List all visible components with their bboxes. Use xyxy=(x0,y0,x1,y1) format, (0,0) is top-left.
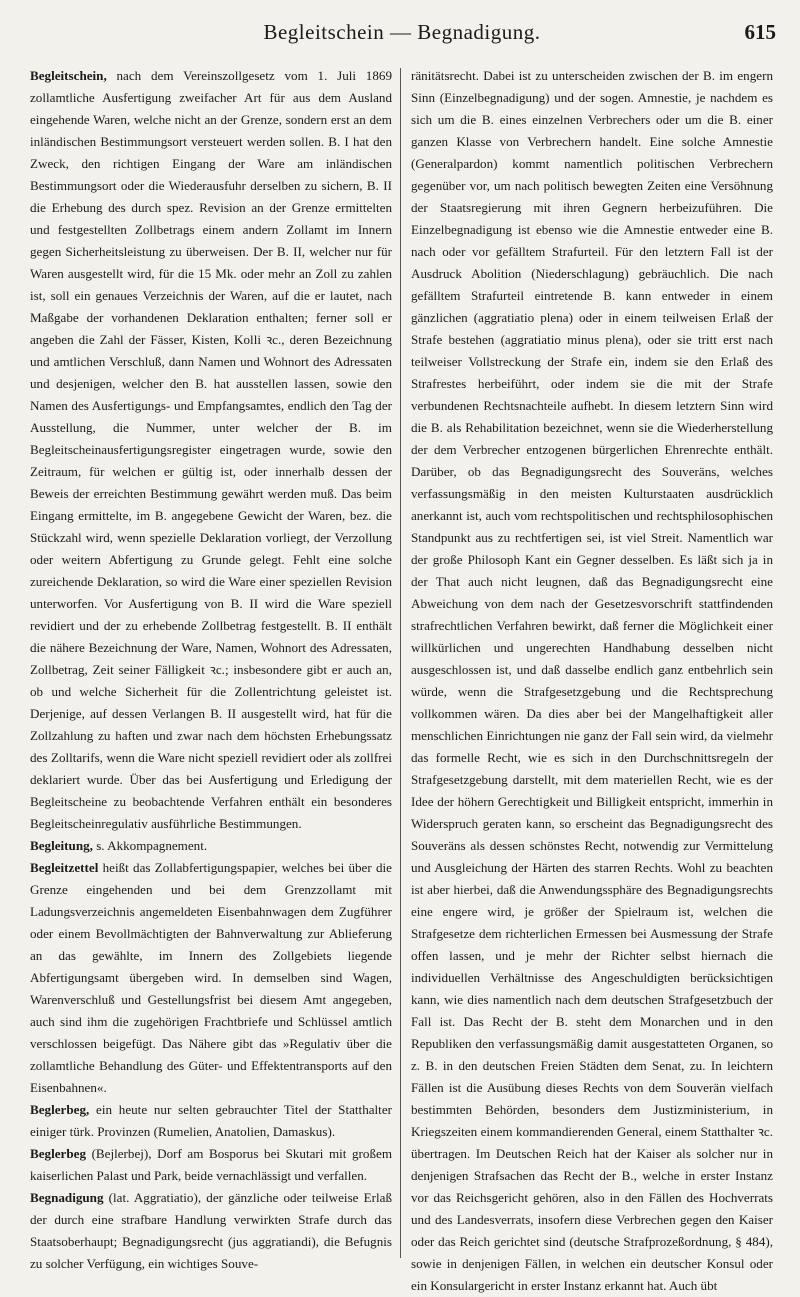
dictionary-entry xyxy=(30,1143,392,1187)
entry-headword: Beglerbeg xyxy=(30,1146,86,1161)
entry-headword: Beglerbeg, xyxy=(30,1102,90,1117)
dictionary-entry xyxy=(30,1187,392,1275)
running-head: Begleitschein — Begnadigung. xyxy=(263,20,541,44)
entry-headword: Begleitung, xyxy=(30,838,93,853)
entry-text: (Bejlerbej), Dorf am Bosporus bei Skutari mit großem kaiserlichen Palast und Park, beide vernachlässigt und verfallen. xyxy=(30,1146,392,1183)
entry-headword: Begleitzettel xyxy=(30,860,99,875)
entry-text: nach dem Vereinszollgesetz vom 1. Juli 1869 zollamtliche Ausfertigung zweifacher Art für aus dem Ausland eingehende Waren, welche nicht an der Grenze, sondern erst an dem inländischen Bestimmungsort versteuert werden sollen. B. I hat den Zweck, den richtigen Eingang der Ware am inländischen Bestimmungsort oder die Wiederausfuhr derselben zu sichern, B. II die Erhebung des durch spez. Revision an der Grenze ermittelten und festgestellten Zollbetrags einem andern Zollamt im Innern gegen Sicherheitsleistung zu überweisen. Der B. II, welcher nur für Waren ausgestellt wird, für die 15 Mk. oder mehr an Zoll zu zahlen ist, soll ein genaues Verzeichnis der Waren, auf die er lautet, nach Maßgabe der vorhandenen Deklaration enthalten; ferner soll er angeben die Zahl der Fässer, Kisten, Kolli ꝛc., deren Bezeichnung und amtlichen Verschluß, dann Namen und Wohnort des Adressaten und desjenigen, welcher den B. hat ausstellen lassen, sowie den Namen des Ausfertigungs- und Empfangsamtes, endlich den Tag der Ausstellung, die Nummer, unter welcher der B. im Begleitscheinausfertigungsregister eingetragen wurde, sowie den Zeitraum, für welchen er gültig ist, oder innerhalb dessen der Beweis der erreichten Bestimmung gewährt werden muß. Das beim Eingang ermittelte, im B. angegebene Gewicht der Waren, bez. die Stückzahl wird, wenn spezielle Deklaration vorliegt, der Verzollung oder weitern Abfertigung zu Grunde gelegt. Fehlt eine solche zureichende Deklaration, so wird die Ware einer speziellen Revision unterworfen. Vor Ausfertigung von B. II wird die Ware speziell revidiert und der zu erhebende Zollbetrag festgestellt. B. II enthält die nähere Bezeichnung der Ware, Namen, Wohnort des Adressaten, Zollbetrag, Zeit seiner Fälligkeit ꝛc.; insbesondere gibt er auch an, ob und welche Sicherheit für die Zollentrichtung geleistet ist. Derjenige, auf dessen Verlangen B. II ausgestellt wird, hat für die Zollzahlung zu haften und zwar nach dem höchsten Erhebungssatz des Zolltarifs, wenn die Ware nicht speziell revidiert oder als zollfrei deklariert wurde. Über das bei Ausfertigung und Erledigung der Begleitscheine zu beobachtende Verfahren enthält ein besonderes Begleitscheinregulativ ausführliche Bestimmungen. xyxy=(30,68,392,831)
dictionary-entry xyxy=(30,835,392,857)
dictionary-entry xyxy=(30,65,392,835)
right-column xyxy=(411,65,773,1293)
column-divider xyxy=(400,68,401,1258)
entry-headword: Begleitschein, xyxy=(30,68,107,83)
entry-text: (lat. Aggratiatio), der gänzliche oder teilweise Erlaß der durch eine strafbare Handlung verwirkten Strafe durch das Staatsoberhaupt; Begnadigungsrecht (jus aggratiandi), die Befugnis zu solcher Verfügung, ein wichtiges Souve- xyxy=(30,1190,392,1271)
left-column xyxy=(30,65,392,1271)
page-number: 615 xyxy=(744,20,776,44)
entry-text: ein heute nur selten gebrauchter Titel der Statthalter einiger türk. Provinzen (Rumelien, Anatolien, Damaskus). xyxy=(30,1102,392,1139)
entry-headword: Begnadigung xyxy=(30,1190,104,1205)
dictionary-entry xyxy=(30,1099,392,1143)
page-header xyxy=(28,20,776,54)
entry-text: heißt das Zollabfertigungspapier, welches bei über die Grenze eingehenden und bei dem Grenzzollamt mit Ladungsverzeichnis angemeldeten Eisenbahnwagen dem Zugführer oder einem Bevollmächtigten der Bahnverwaltung zur Ablieferung an das gewählte, im Innern des Zollgebiets liegende Abfertigungsamt übergeben wird. In demselben sind Wagen, Warenverschluß und Gestellungsfrist bei diesem Amt angegeben, auch sind ihm die zugehörigen Frachtbriefe und Schlüssel amtlich verschlossen beigefügt. Das Nähere gibt das »Regulativ über die zollamtliche Behandlung des Güter- und Effektentransports auf den Eisenbahnen«. xyxy=(30,860,392,1095)
entry-text: ränitätsrecht. Dabei ist zu unterscheiden zwischen der B. im engern Sinn (Einzelbegnadigung) und der sogen. Amnestie, je nachdem es sich um die B. eines einzelnen Verbrechers oder um die B. einer ganzen Klasse von Verbrechern handelt. Eine solche Amnestie (Generalpardon) kommt namentlich politischen Verbrechern gegenüber vor, um nach politisch bewegten Zeiten eine Versöhnung der Staatsregierung mit ihren Gegnern herbeizuführen. Die Einzelbegnadigung ist ebenso wie die Amnestie entweder eine B. nach oder vor gefälltem Strafurteil. Für den letztern Fall ist der Ausdruck Abolition (Niederschlagung) gebräuchlich. Die nach gefälltem Strafurteil eintretende B. kann entweder in einem gänzlichen (aggratiatio plena) oder in einem teilweisen Erlaß der Strafe bestehen (aggratiatio minus plena), oder sie tritt erst nach teilweiser Vollstreckung der Strafe ein, indem sie den Erlaß des Strafrestes herbeiführt, oder indem sie die mit der Strafe verbundenen Rechtsnachteile aufhebt. In diesem letztern Sinn wird die B. als Rehabilitation bezeichnet, wenn sie die Wiederherstellung der dem Verbrecher entzogenen bürgerlichen Ehrenrechte enthält. Darüber, ob das Begnadigungsrecht des Souveräns, welches verfassungsmäßig in den meisten Kulturstaaten ausdrücklich anerkannt ist, auch vom rechtspolitischen und rechtsphilosophischen Standpunkt aus zu rechtfertigen sei, ist viel Streit. Namentlich war der große Philosoph Kant ein Gegner desselben. Es läßt sich ja in der That auch nicht leugnen, daß das Begnadigungsrecht eine Abweichung von dem nach der Gesetzesvorschrift stattfindenden strafrechtlichen Verfahren bewirkt, daß ferner die Möglichkeit einer willkürlichen und ungerechten Handhabung desselben nicht ausgeschlossen ist, und daß dasselbe endlich ganz entbehrlich sein würde, wenn die Strafgesetzgebung und die Rechtsprechung vollkommen wären. Da dies aber bei der Mangelhaftigkeit aller menschlichen Einrichtungen nie ganz der Fall sein wird, da vielmehr das formelle Recht, wie es sich in den Durchschnittsregeln der Strafgesetzgebung darstellt, mit dem materiellen Recht, wie es der Idee der höhern Gerechtigkeit und Billigkeit entspricht, immerhin in Widerspruch geraten kann, so erscheint das Begnadigungsrecht des Souveräns als dessen schönstes Recht, notwendig zur Vermittelung und Ausgleichung der Härten des starren Rechts. Wohl zu beachten ist aber hierbei, daß die Anwendungssphäre des Begnadigungsrechts eine engere wird, je größer der Spielraum ist, welchen die Strafgesetze dem richterlichen Ermessen bei Ausmessung der Strafe offen lassen, und je mehr der Richter selbst hiernach die individuellen Verhältnisse des Angeschuldigten berücksichtigen kann, wie dies namentlich nach dem deutschen Strafgesetzbuch der Fall ist. Das Recht der B. steht dem Monarchen und in den Republiken den verfassungsmäßig damit ausgestatteten Organen, so z. B. in den deutschen Freien Städten dem Senat, zu. In leichtern Fällen ist die Ausübung dieses Rechts von dem Souverän vielfach bestimmten Behörden, besonders dem Justizministerium, in Kriegszeiten einem kommandierenden General, einem Statthalter ꝛc. übertragen. Im Deutschen Reich hat der Kaiser als solcher nur in denjenigen Strafsachen das Recht der B., welche in erster Instanz vor das Reichsgericht gehören, also in den Fällen des Hochverrats und des Landesverrats, insofern diese Verbrechen gegen den Kaiser oder das Reich gerichtet sind (deutsche Strafprozeßordnung, § 484), sowie in denjenigen Fällen, in welchen ein deutscher Konsul oder ein Konsulargericht in erster Instanz erkannt hat. Auch übt xyxy=(411,68,773,1293)
dictionary-entry xyxy=(30,857,392,1099)
dictionary-entry xyxy=(411,65,773,1297)
entry-text: s. Akkompagnement. xyxy=(92,838,208,853)
